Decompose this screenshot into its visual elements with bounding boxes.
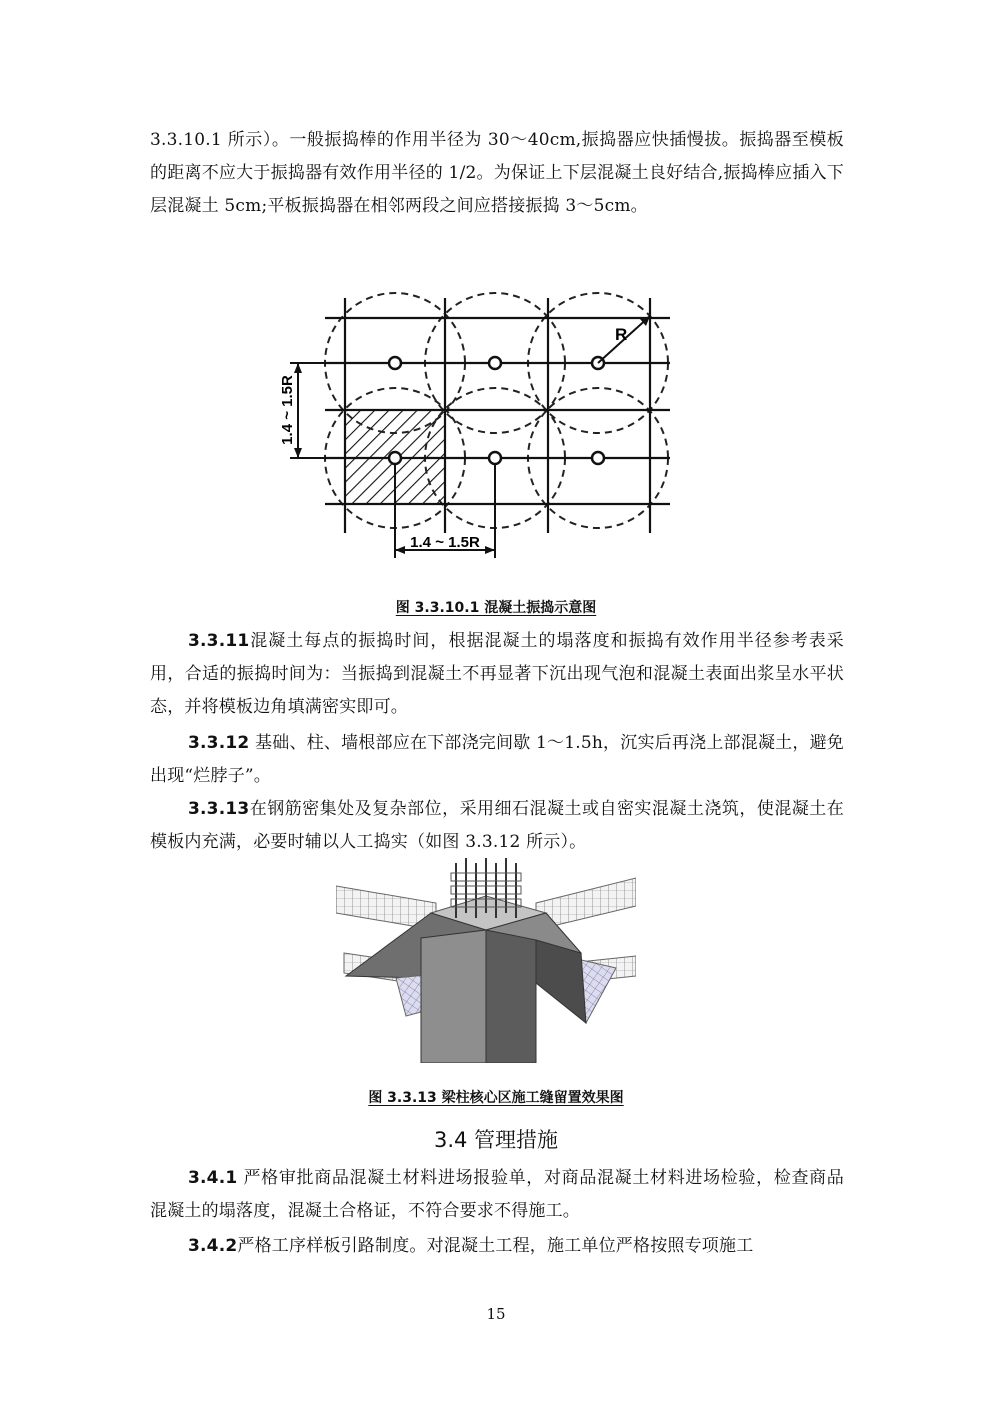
paragraph-3313 [150,793,844,859]
clause-text: 混凝土每点的振捣时间，根据混凝土的塌落度和振捣有效作用半径参考表采用，合适的振捣时间为：当振捣到混凝土不再显著下沉出现气泡和混凝土表面出浆呈水平状态，并将模板边角填满密实即可。 [150,631,844,717]
page-number: 15 [486,1305,506,1323]
clause-number: 3.3.13 [188,799,250,819]
clause-text: 严格审批商品混凝土材料进场报验单，对商品混凝土材料进场检验，检查商品混凝土的塌落度，混凝土合格证，不符合要求不得施工。 [150,1168,844,1221]
vertical-rebars [456,858,516,918]
clause-number: 3.4.1 [188,1168,238,1188]
clause-number: 3.3.12 [188,733,250,753]
horizontal-dimension-label: 1.4 ~ 1.5R [410,534,480,551]
vibration-diagram [270,288,690,563]
paragraph-342 [150,1230,844,1263]
vertical-dimension-label: 1.4 ~ 1.5R [279,375,296,445]
paragraph-3310-continuation: 3.3.10.1 所示）。一般振捣棒的作用半径为 30～40cm,振捣器应快插慢拔。振捣器至模板的距离不应大于振捣器有效作用半径的 1/2。为保证上下层混凝土良好结合,振捣棒应插入下层混凝土 5cm;平板振捣器在相邻两段之间应搭接振捣 3～5cm。 [150,130,844,216]
section-heading: 3.4 管理措施 [433,1128,559,1152]
paragraph-341 [150,1162,844,1228]
clause-text: 严格工序样板引路制度。对混凝土工程，施工单位严格按照专项施工 [237,1236,754,1256]
figure2-caption: 图 3.3.13 梁柱核心区施工缝留置效果图 [368,1090,624,1106]
radius-indicator [598,316,650,363]
beam-column-joint-illustration [336,858,636,1063]
clause-text: 在钢筋密集处及复杂部位，采用细石混凝土或自密实混凝土浇筑，使混凝土在模板内充满，必要时辅以人工捣实（如图 3.3.12 所示）。 [150,799,844,852]
paragraph-3312 [150,727,844,793]
radius-label: R [615,325,628,344]
clause-number: 3.4.2 [188,1236,238,1256]
clause-text: 基础、柱、墙根部应在下部浇完间歇 1～1.5h，沉实后再浇上部混凝土，避免出现“烂脖子”。 [150,733,844,786]
clause-number: 3.3.11 [188,631,250,651]
paragraph-3311 [150,625,844,724]
figure1-caption: 图 3.3.10.1 混凝土振捣示意图 [395,600,597,616]
